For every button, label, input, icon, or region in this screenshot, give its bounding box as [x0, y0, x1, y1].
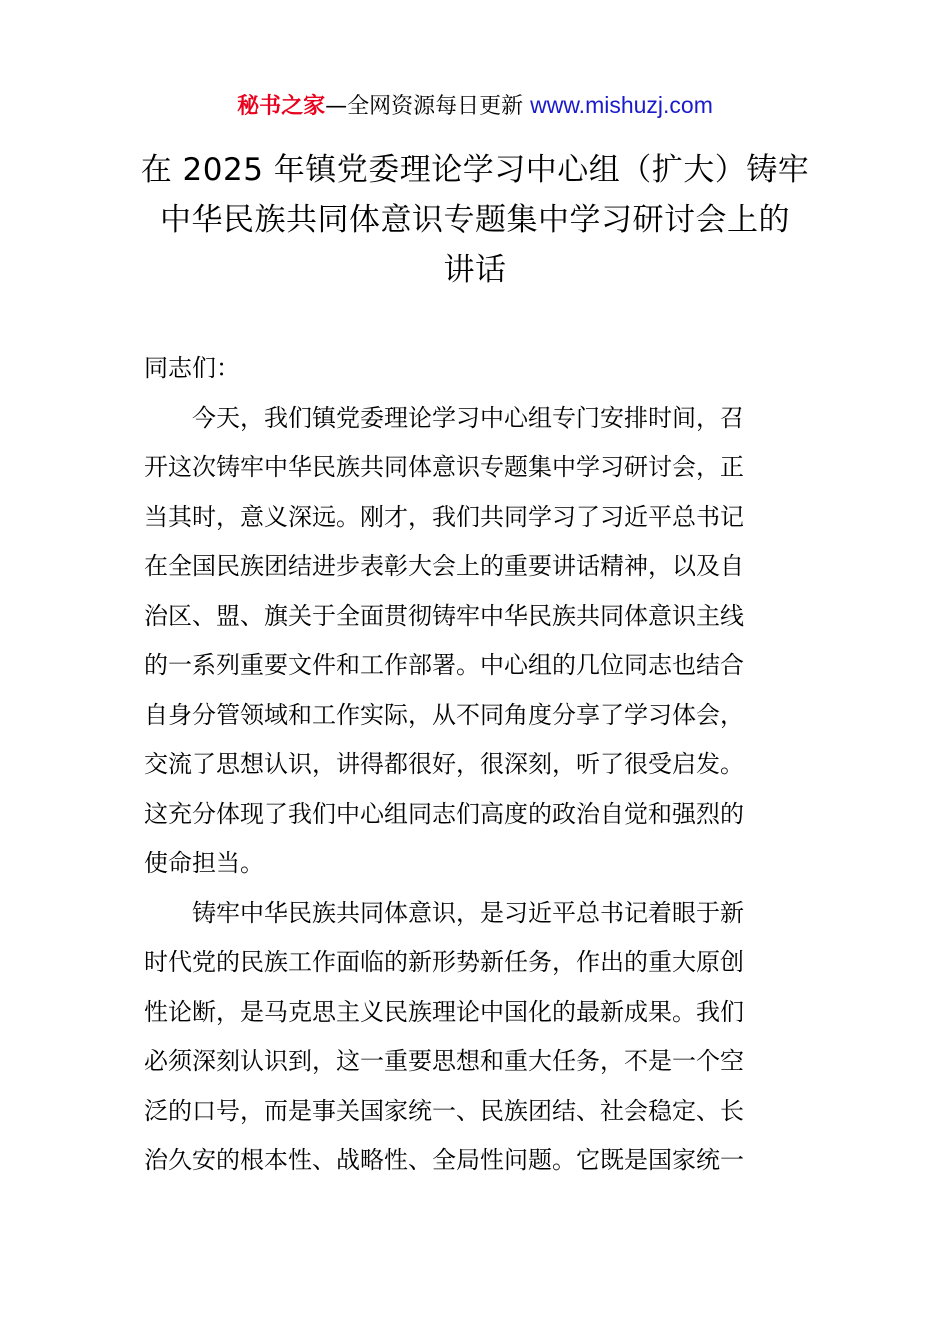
paragraph-2 — [144, 889, 808, 1186]
paragraph-line: 交流了思想认识，讲得都很好，很深刻，听了很受启发。 — [144, 750, 744, 778]
paragraph-line: 铸牢中华民族共同体意识，是习近平总书记着眼于新 — [192, 898, 744, 927]
site-brand: 秘书之家 — [237, 94, 326, 119]
paragraph-line: 这充分体现了我们中心组同志们高度的政治自觉和强烈的 — [144, 799, 744, 828]
paragraph-line: 泛的口号，而是事关国家统一、民族团结、社会稳定、长 — [144, 1096, 744, 1125]
paragraph-line: 当其时，意义深远。刚才，我们共同学习了习近平总书记 — [144, 502, 744, 531]
paragraph-line: 时代党的民族工作面临的新形势新任务，作出的重大原创 — [144, 948, 744, 976]
site-url-link[interactable]: www.mishuzj.com — [530, 92, 713, 118]
paragraph-line: 治区、盟、旗关于全面贯彻铸牢中华民族共同体意识主线 — [144, 601, 744, 630]
site-header — [0, 88, 950, 124]
paragraph-1 — [144, 394, 808, 889]
paragraph-line: 性论断，是马克思主义民族理论中国化的最新成果。我们 — [144, 997, 744, 1026]
paragraph-line: 今天，我们镇党委理论学习中心组专门安排时间，召 — [192, 403, 744, 432]
salutation: 同志们： — [144, 354, 240, 382]
title-line: 中华民族共同体意识专题集中学习研讨会上的 — [160, 202, 790, 238]
paragraph-line: 治久安的根本性、战略性、全局性问题。它既是国家统一 — [144, 1146, 744, 1174]
paragraph-line: 自身分管领域和工作实际，从不同角度分享了学习体会， — [144, 700, 744, 729]
document-title — [120, 145, 830, 295]
paragraph-line: 在全国民族团结进步表彰大会上的重要讲话精神，以及自 — [144, 552, 744, 580]
paragraph-line: 使命担当。 — [144, 849, 264, 877]
paragraph-line: 开这次铸牢中华民族共同体意识专题集中学习研讨会，正 — [144, 453, 744, 481]
site-tagline: —全网资源每日更新 — [325, 94, 531, 119]
paragraph-line: 必须深刻认识到，这一重要思想和重大任务，不是一个空 — [144, 1047, 744, 1075]
title-line: 在 2025 年镇党委理论学习中心组（扩大）铸牢 — [140, 152, 810, 188]
paragraph-line: 的一系列重要文件和工作部署。中心组的几位同志也结合 — [144, 651, 744, 679]
title-line: 讲话 — [443, 252, 507, 288]
document-body — [144, 344, 808, 1186]
